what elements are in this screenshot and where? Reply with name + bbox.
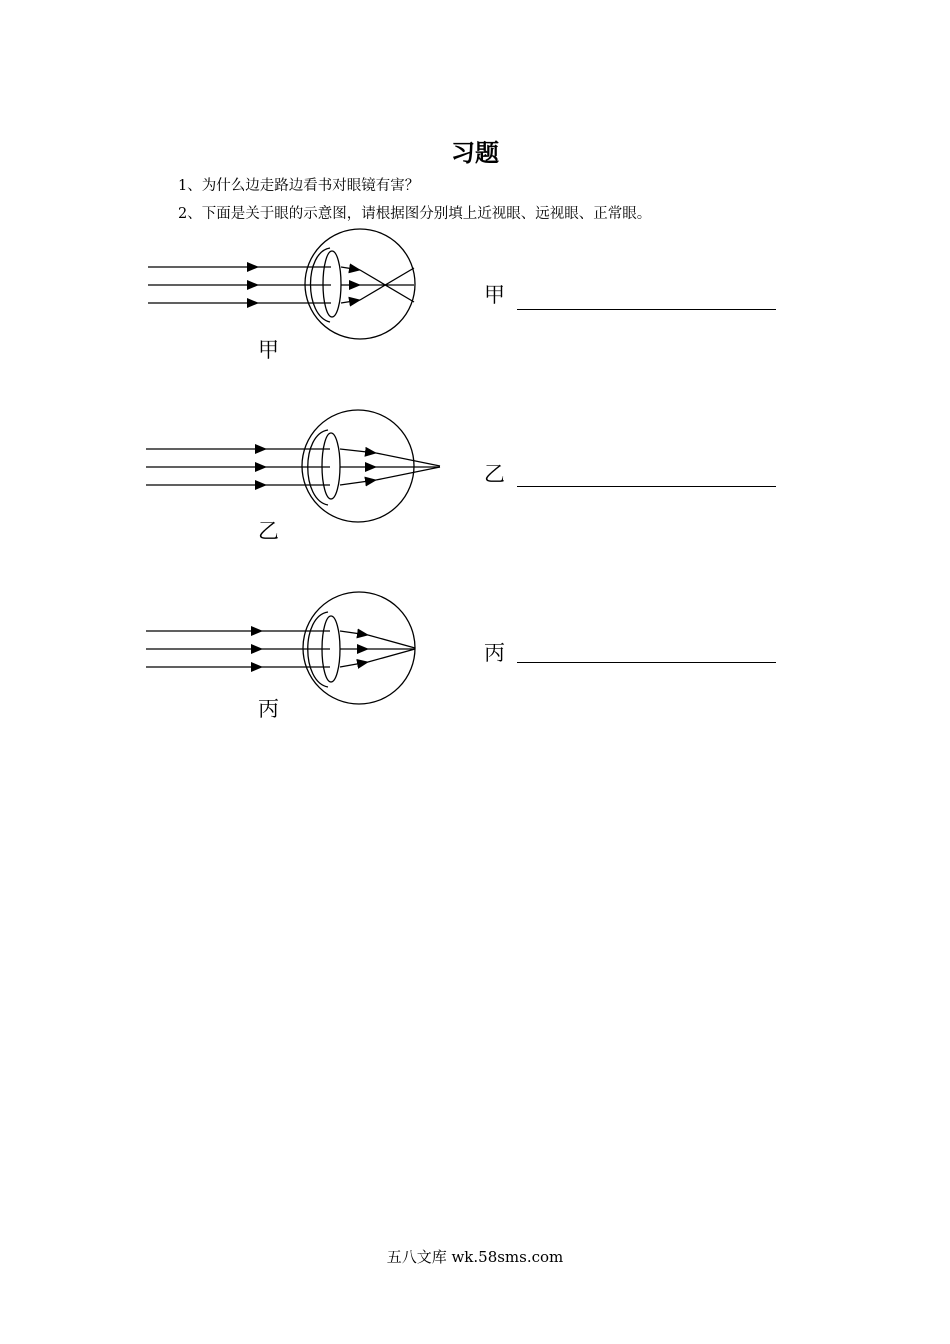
question-2: 2、下面是关于眼的示意图，请根据图分别填上近视眼、远视眼、正常眼。 [178,206,652,222]
question-1: 1、为什么边走路边看书对眼镜有害？ [178,178,420,194]
figure-label-bing: 丙 [258,697,279,721]
page-title: 习题 [451,139,499,167]
figure-label-jia: 甲 [258,338,279,362]
eye-diagram-yi [146,410,440,522]
footer-watermark: 五八文库 wk.58sms.com [386,1248,564,1266]
answer-blank-bing[interactable] [517,662,776,663]
answer-blank-yi[interactable] [517,486,776,487]
answer-blank-jia[interactable] [517,309,776,310]
eye-diagram-bing [146,592,415,704]
answer-label-bing: 丙 [484,641,505,665]
figure-label-yi: 乙 [258,519,279,543]
answer-label-yi: 乙 [484,462,505,486]
eye-diagram-jia [148,229,415,339]
answer-label-jia: 甲 [484,283,505,307]
